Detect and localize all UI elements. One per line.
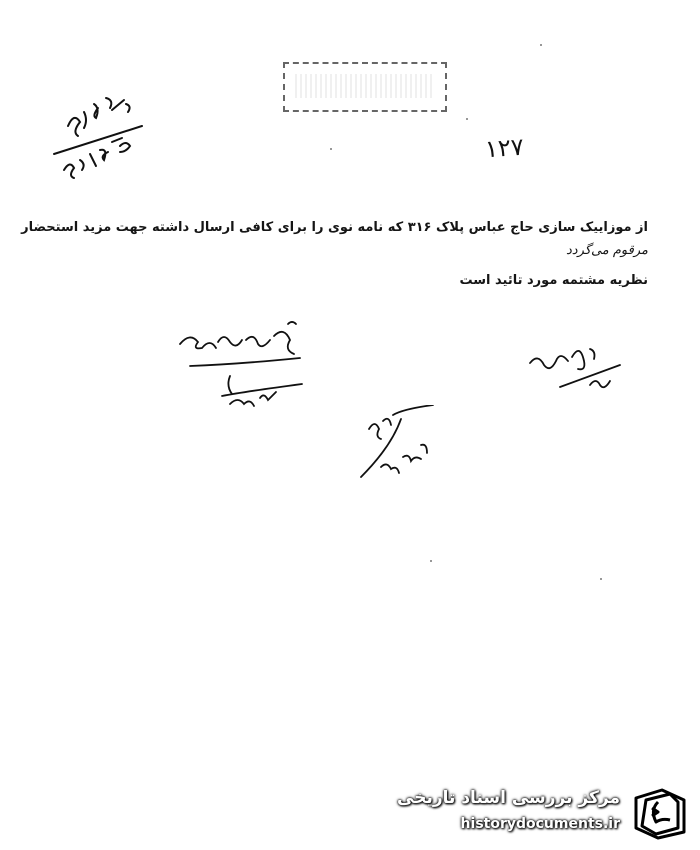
handwritten-date-mark [50, 88, 150, 188]
archive-logo-icon [628, 784, 692, 842]
watermark-title: مرکز بررسی اسناد تاریخی [397, 788, 620, 808]
watermark-url: historydocuments.ir [460, 816, 620, 832]
stamp [283, 62, 447, 112]
speck [540, 44, 542, 46]
speck [430, 560, 432, 562]
signature-center [355, 405, 450, 485]
speck [600, 578, 602, 580]
body-line-3: نظریه مشتمه مورد تائید است [459, 273, 648, 288]
signature-left [170, 318, 310, 418]
speck [466, 118, 468, 120]
body-line-1: از موزاییک سازی حاج عباس پلاک ۳۱۶ که نامه نوی را برای کافی ارسال داشته جهت مزید استحضار [21, 220, 648, 235]
signature-right [520, 335, 630, 405]
watermark [397, 784, 692, 842]
body-line-2: مرقوم می‌گردد [566, 243, 648, 258]
speck [330, 148, 332, 150]
top-number: ۱۲۷ [484, 132, 525, 164]
